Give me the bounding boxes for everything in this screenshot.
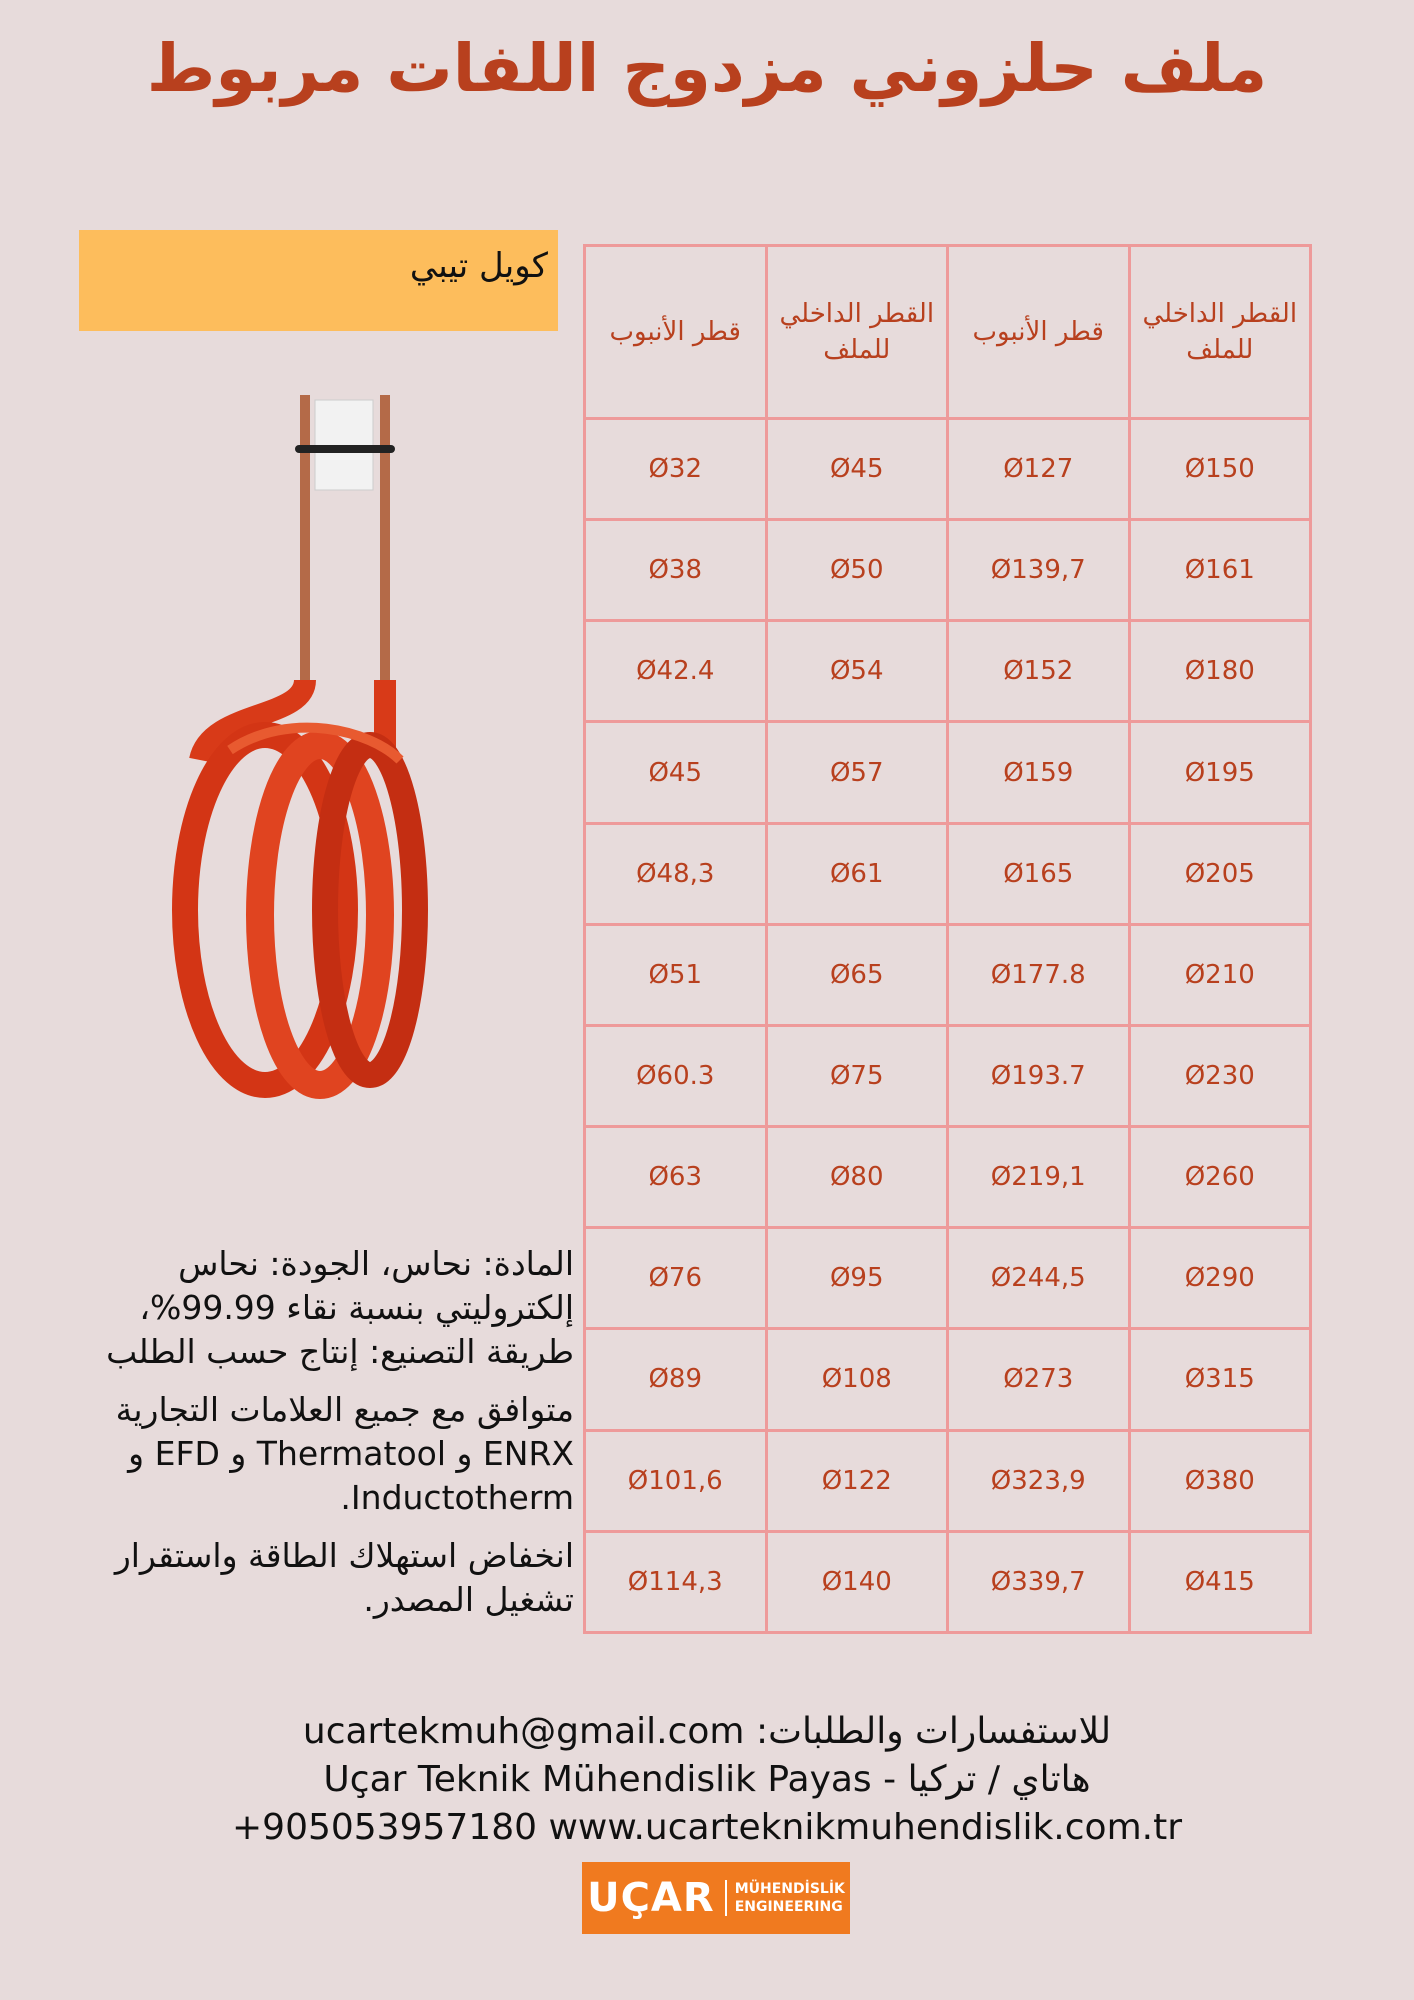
table-cell: Ø57 bbox=[766, 722, 948, 823]
description-material: المادة: نحاس، الجودة: نحاس إلكتروليتي بنسبة نقاء 99.99%، طريقة التصنيع: إنتاج حسب الطلب bbox=[106, 1244, 574, 1371]
table-cell: Ø210 bbox=[1129, 924, 1311, 1025]
table-header-row bbox=[585, 246, 1311, 419]
page-title: ملف حلزوني مزدوج اللفات مربوط bbox=[146, 30, 1268, 107]
table-cell: Ø45 bbox=[766, 419, 948, 520]
table-cell: Ø159 bbox=[948, 722, 1130, 823]
table-row bbox=[585, 1025, 1311, 1126]
spec-table bbox=[583, 244, 1312, 1634]
copper-coil-image bbox=[170, 390, 440, 1130]
table-cell: Ø260 bbox=[1129, 1127, 1311, 1228]
table-cell: Ø380 bbox=[1129, 1430, 1311, 1531]
header-tube-diameter: قطر الأنبوب bbox=[948, 246, 1130, 419]
table-row bbox=[585, 1531, 1311, 1632]
table-cell: Ø32 bbox=[585, 419, 767, 520]
table-cell: Ø205 bbox=[1129, 823, 1311, 924]
table-cell: Ø65 bbox=[766, 924, 948, 1025]
product-description bbox=[52, 1242, 574, 1636]
contact-address: Uçar Teknik Mühendislik Payas - هاتاي / تركيا bbox=[323, 1759, 1091, 1800]
table-row bbox=[585, 1127, 1311, 1228]
table-body bbox=[585, 419, 1311, 1633]
table-cell: Ø195 bbox=[1129, 722, 1311, 823]
table-cell: Ø165 bbox=[948, 823, 1130, 924]
table-row bbox=[585, 520, 1311, 621]
table-cell: Ø45 bbox=[585, 722, 767, 823]
description-compatibility: متوافق مع جميع العلامات التجارية ENRX و Thermatool و EFD و Inductotherm. bbox=[115, 1390, 574, 1517]
table-cell: Ø61 bbox=[766, 823, 948, 924]
logo-sub-text: MÜHENDİSLİK bbox=[734, 1881, 845, 1897]
table-row bbox=[585, 1430, 1311, 1531]
table-cell: Ø244,5 bbox=[948, 1228, 1130, 1329]
contact-info bbox=[0, 1708, 1414, 1852]
table-cell: Ø323,9 bbox=[948, 1430, 1130, 1531]
table-row bbox=[585, 1329, 1311, 1430]
table-row bbox=[585, 1228, 1311, 1329]
table-cell: Ø108 bbox=[766, 1329, 948, 1430]
table-cell: Ø193.7 bbox=[948, 1025, 1130, 1126]
contact-email: للاستفسارات والطلبات: ucartekmuh@gmail.com bbox=[302, 1711, 1112, 1752]
table-cell: Ø339,7 bbox=[948, 1531, 1130, 1632]
table-cell: Ø152 bbox=[948, 621, 1130, 722]
table-cell: Ø48,3 bbox=[585, 823, 767, 924]
table-cell: Ø161 bbox=[1129, 520, 1311, 621]
table-cell: Ø415 bbox=[1129, 1531, 1311, 1632]
logo-sub-text: ENGINEERING bbox=[734, 1899, 843, 1915]
table-cell: Ø139,7 bbox=[948, 520, 1130, 621]
table-cell: Ø180 bbox=[1129, 621, 1311, 722]
table-cell: Ø76 bbox=[585, 1228, 767, 1329]
header-coil-inner-diameter: القطر الداخلي للملف bbox=[1129, 246, 1311, 419]
table-cell: Ø80 bbox=[766, 1127, 948, 1228]
table-cell: Ø38 bbox=[585, 520, 767, 621]
table-cell: Ø230 bbox=[1129, 1025, 1311, 1126]
table-cell: Ø290 bbox=[1129, 1228, 1311, 1329]
table-row bbox=[585, 823, 1311, 924]
table-cell: Ø75 bbox=[766, 1025, 948, 1126]
table-cell: Ø54 bbox=[766, 621, 948, 722]
table-row bbox=[585, 621, 1311, 722]
table-row bbox=[585, 924, 1311, 1025]
description-efficiency: انخفاض استهلاك الطاقة واستقرار تشغيل المصدر. bbox=[114, 1536, 574, 1619]
table-cell: Ø150 bbox=[1129, 419, 1311, 520]
table-cell: Ø114,3 bbox=[585, 1531, 767, 1632]
table-cell: Ø42.4 bbox=[585, 621, 767, 722]
company-logo bbox=[582, 1862, 850, 1934]
contact-phone-website: +905053957180 www.ucarteknikmuhendislik.com.tr bbox=[232, 1807, 1182, 1848]
header-coil-inner-diameter: القطر الداخلي للملف bbox=[766, 246, 948, 419]
table-cell: Ø95 bbox=[766, 1228, 948, 1329]
table-cell: Ø273 bbox=[948, 1329, 1130, 1430]
table-cell: Ø177.8 bbox=[948, 924, 1130, 1025]
table-cell: Ø63 bbox=[585, 1127, 767, 1228]
table-cell: Ø101,6 bbox=[585, 1430, 767, 1531]
table-row bbox=[585, 419, 1311, 520]
table-row bbox=[585, 722, 1311, 823]
table-cell: Ø51 bbox=[585, 924, 767, 1025]
table-cell: Ø315 bbox=[1129, 1329, 1311, 1430]
product-label: كويل تيبي bbox=[79, 230, 558, 331]
table-cell: Ø219,1 bbox=[948, 1127, 1130, 1228]
header-tube-diameter: قطر الأنبوب bbox=[585, 246, 767, 419]
table-cell: Ø50 bbox=[766, 520, 948, 621]
table-cell: Ø122 bbox=[766, 1430, 948, 1531]
table-cell: Ø60.3 bbox=[585, 1025, 767, 1126]
table-cell: Ø127 bbox=[948, 419, 1130, 520]
table-cell: Ø89 bbox=[585, 1329, 767, 1430]
table-cell: Ø140 bbox=[766, 1531, 948, 1632]
logo-main-text: UÇAR bbox=[587, 1875, 715, 1921]
